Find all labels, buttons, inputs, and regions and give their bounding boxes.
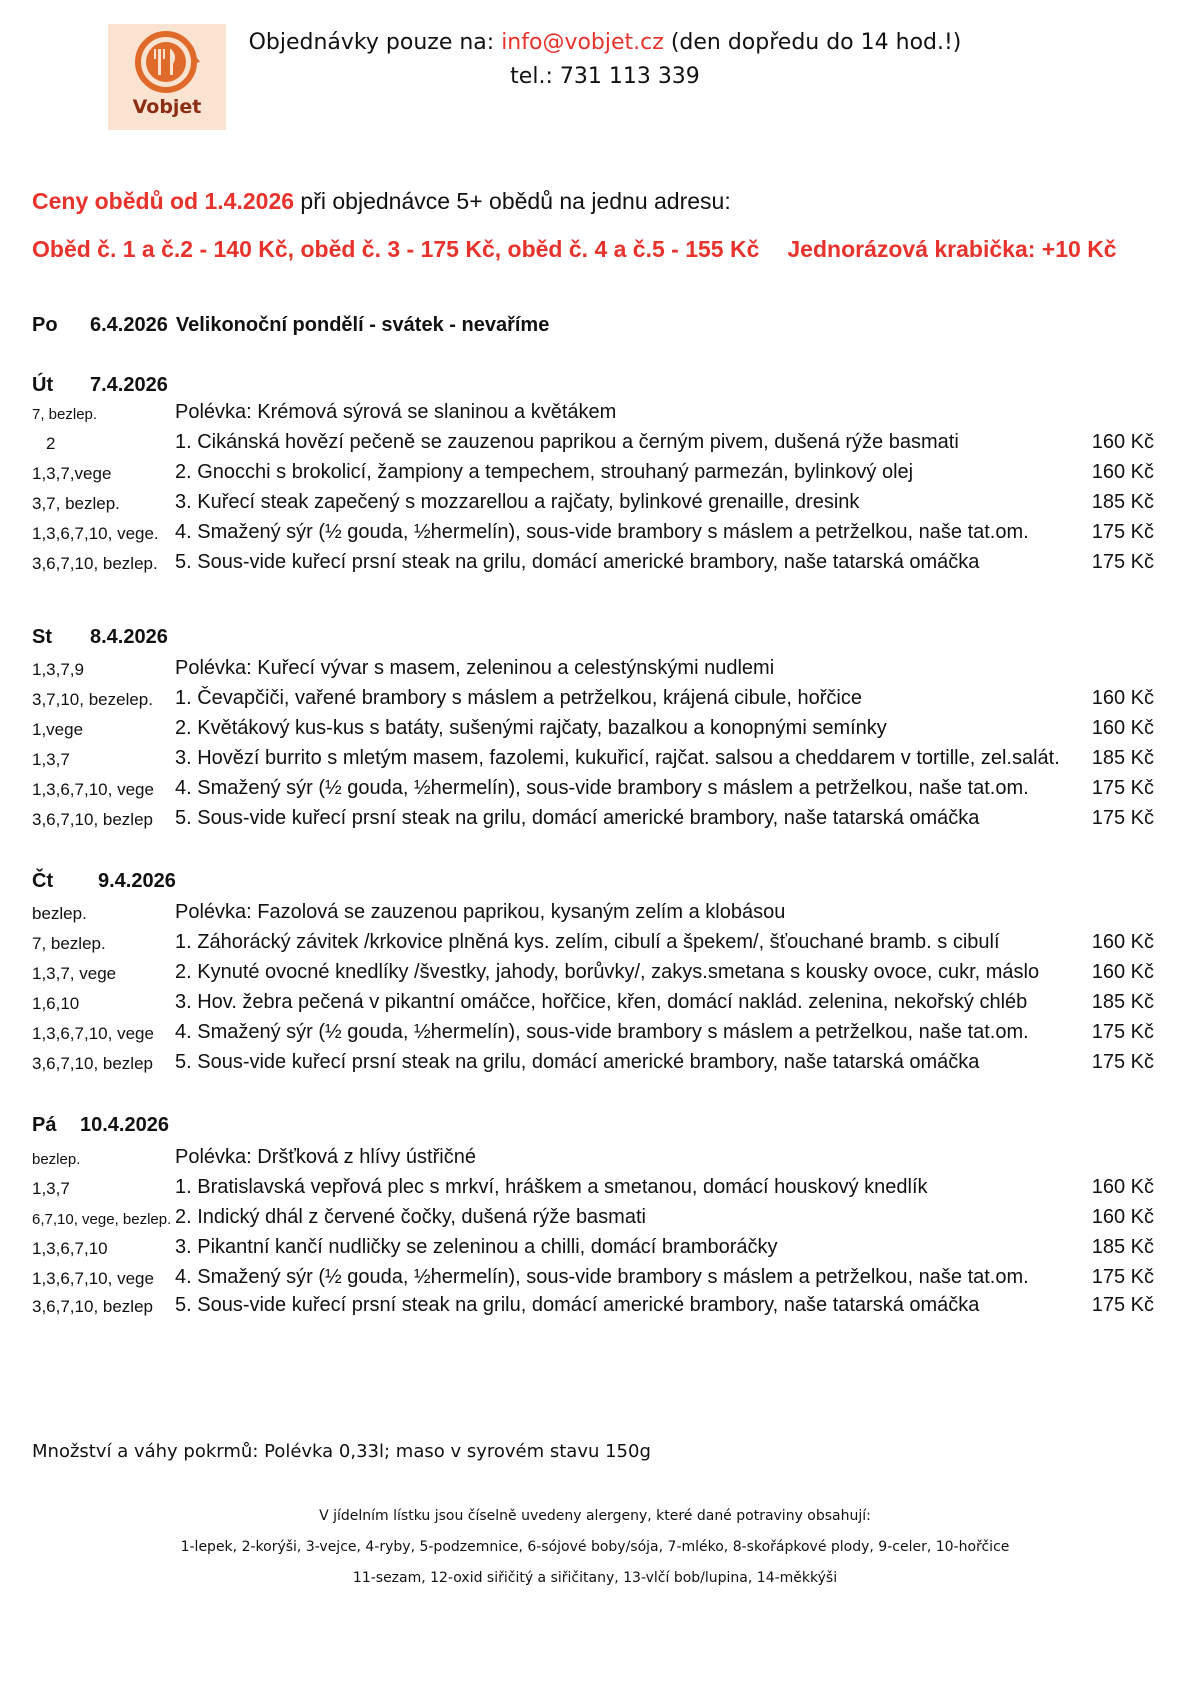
dish-price: 175 Kč	[1091, 551, 1154, 573]
allergens: 1,3,6,7,10	[32, 1239, 108, 1258]
order-prefix: Objednávky pouze na:	[248, 30, 495, 55]
day-abbr: Út	[32, 374, 54, 396]
day-abbr: Pá	[32, 1114, 57, 1136]
menu-row	[0, 1263, 1190, 1293]
menu-row	[0, 804, 1190, 834]
order-header	[220, 26, 990, 94]
menu-row-soup	[0, 898, 1190, 928]
prices-box: Jednorázová krabička: +10 Kč	[787, 236, 1117, 262]
dish-price: 175 Kč	[1091, 1021, 1154, 1043]
menu-row	[0, 1203, 1190, 1233]
dish-text: 4. Smažený sýr (½ gouda, ½hermelín), sous-vide brambory s máslem a petrželkou, naše tat.om.	[175, 1266, 1029, 1288]
dish-text: Polévka: Krémová sýrová se slaninou a květákem	[175, 401, 617, 423]
menu-row	[0, 518, 1190, 548]
dish-text: 2. Kynuté ovocné knedlíky /švestky, jahody, borůvky/, zakys.smetana s kousky ovoce, cukr, máslo	[175, 961, 1040, 983]
allergens: 2	[46, 434, 56, 453]
day-abbr: Po	[32, 314, 58, 336]
menu-row	[0, 958, 1190, 988]
prices-intro	[32, 188, 731, 215]
allergens: 3,6,7,10, bezlep.	[32, 554, 158, 573]
dish-price: 160 Kč	[1091, 461, 1154, 483]
day-title: Velikonoční pondělí - svátek - nevaříme	[175, 314, 550, 336]
dish-price: 160 Kč	[1091, 1176, 1154, 1198]
menu-row	[0, 988, 1190, 1018]
dish-text: 5. Sous-vide kuřecí prsní steak na grilu, domácí americké brambory, naše tatarská omáčka	[175, 807, 980, 829]
prices-condition: při objednávce 5+ obědů na jednu adresu:	[300, 188, 731, 214]
allergens-intro: V jídelním lístku jsou číselně uvedeny alergeny, které dané potraviny obsahují:	[319, 1508, 871, 1524]
portion-note: Množství a váhy pokrmů: Polévka 0,33l; maso v syrovém stavu 150g	[32, 1441, 651, 1462]
dish-text: 3. Kuřecí steak zapečený s mozzarellou a rajčaty, bylinkové grenaille, dresink	[175, 491, 860, 513]
allergens: 1,3,7, vege	[32, 964, 117, 983]
menu-row	[0, 548, 1190, 578]
dish-price: 175 Kč	[1091, 1266, 1154, 1288]
dish-price: 185 Kč	[1091, 747, 1154, 769]
allergens: 3,7,10, bezelep.	[32, 690, 153, 709]
menu-row	[0, 1018, 1190, 1048]
dish-text: Polévka: Fazolová se zauzenou paprikou, kysaným zelím a klobásou	[175, 901, 786, 923]
dish-text: Polévka: Kuřecí vývar s masem, zeleninou a celestýnskými nudlemi	[175, 657, 775, 679]
allergens: 1,3,6,7,10, vege.	[32, 524, 159, 543]
dish-price: 160 Kč	[1091, 717, 1154, 739]
dish-price: 185 Kč	[1091, 991, 1154, 1013]
allergens: 6,7,10, vege, bezlep.	[32, 1211, 172, 1228]
day-date: 6.4.2026	[90, 314, 168, 336]
menu-row	[0, 714, 1190, 744]
allergens: 3,6,7,10, bezlep	[32, 1297, 153, 1316]
dish-text: 3. Hovězí burrito s mletým masem, fazolemi, kukuřicí, rajčat. salsou a cheddarem v tortille, zel.salát.	[175, 747, 1060, 769]
phone-line: tel.: 731 113 339	[510, 64, 700, 89]
menu-row	[0, 1173, 1190, 1203]
allergens: bezlep.	[32, 1151, 81, 1168]
menu-row	[0, 684, 1190, 714]
dish-text: 4. Smažený sýr (½ gouda, ½hermelín), sous-vide brambory s máslem a petrželkou, naše tat.om.	[175, 777, 1029, 799]
dish-price: 160 Kč	[1091, 687, 1154, 709]
dish-price: 185 Kč	[1091, 1236, 1154, 1258]
day-heading-po	[32, 314, 549, 337]
dish-price: 160 Kč	[1091, 1206, 1154, 1228]
day-heading-st	[32, 626, 168, 649]
allergens: 3,6,7,10, bezlep	[32, 810, 153, 829]
dish-text: 2. Indický dhál z červené čočky, dušená rýže basmati	[175, 1206, 646, 1228]
menu-row	[0, 458, 1190, 488]
allergens: 1,3,6,7,10, vege	[32, 1269, 154, 1288]
allergens-line-1: 1-lepek, 2-korýši, 3-vejce, 4-ryby, 5-podzemnice, 6-sójové boby/sója, 7-mléko, 8-skořápkové plody, 9-celer, 10-hořčice	[180, 1539, 1010, 1555]
allergens: 1,3,7,9	[32, 660, 84, 679]
allergens: 3,7, bezlep.	[32, 494, 120, 513]
day-date: 9.4.2026	[98, 870, 176, 892]
menu-row-soup	[0, 654, 1190, 684]
allergens: 1,3,7,vege	[32, 464, 112, 483]
prices-list	[32, 236, 1117, 263]
allergens: 1,6,10	[32, 994, 80, 1013]
dish-price: 175 Kč	[1091, 1294, 1154, 1316]
menu-row	[0, 428, 1190, 458]
day-date: 7.4.2026	[90, 374, 168, 396]
dish-text: 3. Pikantní kančí nudličky se zeleninou a chilli, domácí bramboráčky	[175, 1236, 778, 1258]
menu-row-soup	[0, 398, 1190, 428]
dish-text: Polévka: Dršťková z hlívy ústřičné	[175, 1146, 476, 1168]
order-suffix: (den dopředu do 14 hod.!)	[670, 30, 962, 55]
order-email-link[interactable]: info@vobjet.cz	[501, 30, 664, 55]
dish-text: 5. Sous-vide kuřecí prsní steak na grilu, domácí americké brambory, naše tatarská omáčka	[175, 551, 980, 573]
allergens: 7, bezlep.	[32, 934, 106, 953]
day-date: 8.4.2026	[90, 626, 168, 648]
dish-text: 5. Sous-vide kuřecí prsní steak na grilu, domácí americké brambory, naše tatarská omáčka	[175, 1051, 980, 1073]
dish-text: 1. Čevapčiči, vařené brambory s máslem a petrželkou, krájená cibule, hořčice	[175, 687, 862, 709]
allergens: 1,3,6,7,10, vege	[32, 1024, 154, 1043]
dish-price: 160 Kč	[1091, 431, 1154, 453]
dish-text: 3. Hov. žebra pečená v pikantní omáčce, hořčice, křen, domácí naklád. zelenina, nekořský chléb	[175, 991, 1028, 1013]
logo-text: Vobjet	[132, 96, 202, 118]
plate-fork-knife-icon	[108, 24, 226, 104]
day-heading-pa	[32, 1114, 169, 1137]
dish-text: 2. Gnocchi s brokolicí, žampiony a tempechem, strouhaný parmezán, bylinkový olej	[175, 461, 914, 483]
dish-text: 4. Smažený sýr (½ gouda, ½hermelín), sous-vide brambory s máslem a petrželkou, naše tat.om.	[175, 521, 1029, 543]
dish-price: 160 Kč	[1091, 931, 1154, 953]
dish-text: 2. Květákový kus-kus s batáty, sušenými rajčaty, bazalkou a konopnými semínky	[175, 717, 887, 739]
menu-row	[0, 1048, 1190, 1078]
day-heading-ut	[32, 374, 168, 397]
menu-row	[0, 1291, 1190, 1321]
allergens: 1,3,7	[32, 750, 70, 769]
dish-price: 175 Kč	[1091, 807, 1154, 829]
day-abbr: St	[32, 626, 52, 648]
vobjet-logo	[108, 24, 226, 130]
day-date: 10.4.2026	[80, 1114, 169, 1136]
menu-row	[0, 744, 1190, 774]
menu-row	[0, 774, 1190, 804]
dish-price: 175 Kč	[1091, 1051, 1154, 1073]
dish-text: 4. Smažený sýr (½ gouda, ½hermelín), sous-vide brambory s máslem a petrželkou, naše tat.om.	[175, 1021, 1029, 1043]
dish-text: 1. Cikánská hovězí pečeně se zauzenou paprikou a černým pivem, dušená rýže basmati	[175, 431, 959, 453]
dish-text: 1. Záhorácký závitek /krkovice plněná kys. zelím, cibulí a špekem/, šťouchané bramb. s cibulí	[175, 931, 1000, 953]
allergens: 3,6,7,10, bezlep	[32, 1054, 153, 1073]
dish-price: 175 Kč	[1091, 521, 1154, 543]
allergens: 1,3,6,7,10, vege	[32, 780, 154, 799]
allergens: 1,3,7	[32, 1179, 70, 1198]
allergens: 1,vege	[32, 720, 84, 739]
prices-date: Ceny obědů od 1.4.2026	[32, 188, 295, 214]
dish-price: 175 Kč	[1091, 777, 1154, 799]
day-heading-ct	[32, 870, 176, 893]
order-line	[220, 26, 990, 60]
dish-price: 185 Kč	[1091, 491, 1154, 513]
menu-row	[0, 1233, 1190, 1263]
menu-row	[0, 928, 1190, 958]
day-abbr: Čt	[32, 870, 54, 892]
dish-text: 1. Bratislavská vepřová plec s mrkví, hráškem a smetanou, domácí houskový knedlík	[175, 1176, 928, 1198]
allergens: bezlep.	[32, 904, 87, 923]
menu-row-soup	[0, 1143, 1190, 1173]
dish-text: 5. Sous-vide kuřecí prsní steak na grilu, domácí americké brambory, naše tatarská omáčka	[175, 1294, 980, 1316]
menu-row	[0, 488, 1190, 518]
allergens-line-2: 11-sezam, 12-oxid siřičitý a siřičitany, 13-vlčí bob/lupina, 14-měkkýši	[352, 1570, 838, 1586]
allergens: 7, bezlep.	[32, 406, 98, 423]
allergens-legend	[0, 1501, 1190, 1594]
dish-price: 160 Kč	[1091, 961, 1154, 983]
prices-per-meal: Oběd č. 1 a č.2 - 140 Kč, oběd č. 3 - 175 Kč, oběd č. 4 a č.5 - 155 Kč	[32, 236, 760, 262]
